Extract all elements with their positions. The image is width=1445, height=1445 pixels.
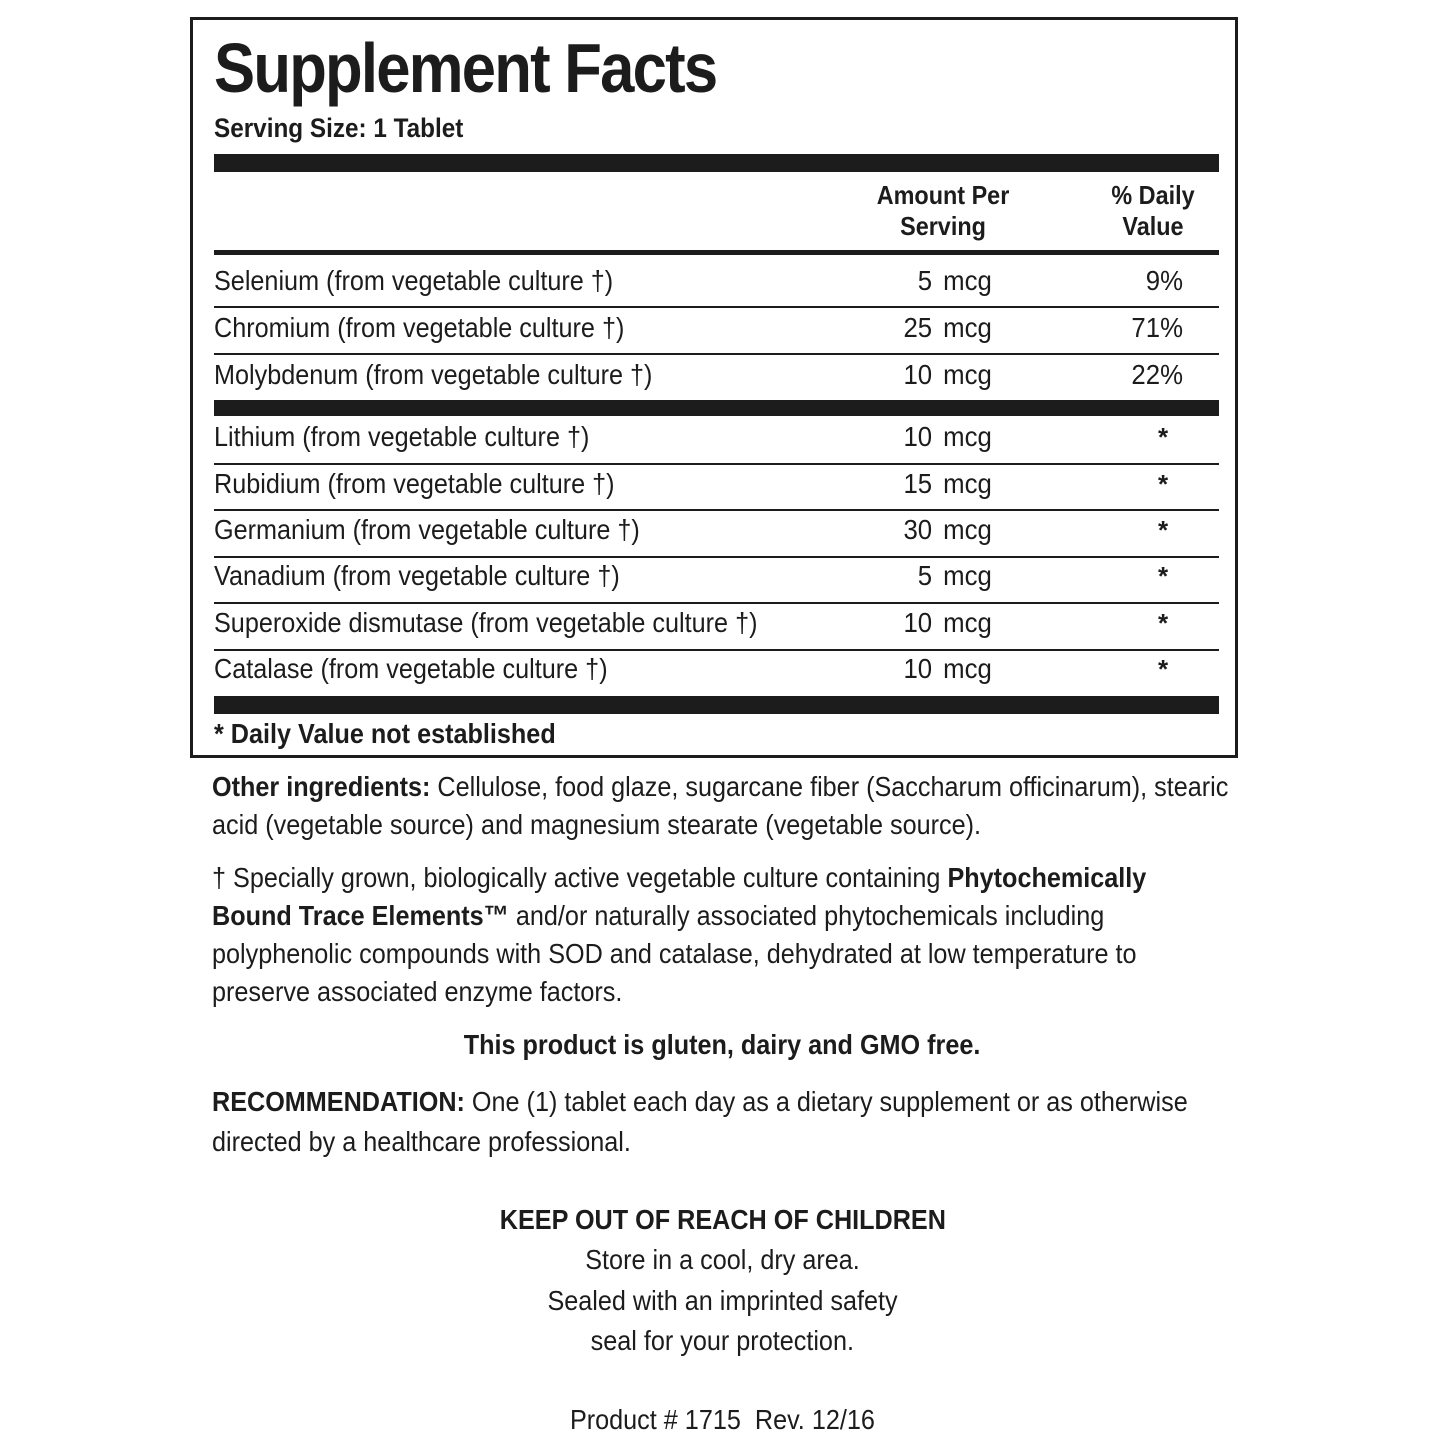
panel-title: Supplement Facts (214, 29, 717, 107)
nutrient-amount: 25 mcg (903, 312, 992, 343)
storage-line: Store in a cool, dry area. (585, 1244, 860, 1275)
nutrient-amount: 10 mcg (903, 607, 992, 638)
supplement-facts-panel (190, 17, 1238, 758)
row-divider (214, 556, 1219, 558)
dagger-note (212, 859, 1229, 1011)
nutrient-amount: 5 mcg (917, 560, 992, 591)
thick-divider (214, 400, 1219, 416)
nutrient-daily-value: * (1157, 654, 1169, 684)
nutrient-name: Catalase (from vegetable culture †) (214, 653, 608, 684)
nutrient-amount: 10 mcg (903, 653, 992, 684)
nutrient-name: Rubidium (from vegetable culture †) (214, 468, 615, 499)
col-header-dv-line1: % Daily (1111, 180, 1195, 210)
daily-value-footnote: * Daily Value not established (214, 718, 556, 749)
col-header-dv (1099, 180, 1207, 242)
row-divider (214, 509, 1219, 511)
nutrient-daily-value: * (1157, 422, 1169, 452)
storage-line: Sealed with an imprinted safety (547, 1285, 898, 1316)
col-header-amount-line1: Amount Per (876, 180, 1010, 210)
nutrient-amount: 30 mcg (903, 514, 992, 545)
dagger-note-trademark: Phytochemically Bound Trace Elements™ (212, 862, 1147, 931)
nutrient-name: Vanadium (from vegetable culture †) (214, 560, 620, 591)
dagger-note-intro: † Specially grown, biologically active vegetable culture containing (212, 862, 941, 893)
nutrient-daily-value: * (1157, 515, 1169, 545)
storage-line: seal for your protection. (590, 1325, 855, 1356)
dagger-note-rest: and/or naturally associated phytochemicals including polyphenolic compounds with SOD and catalase, dehydrated at low temperature to preserve associated enzyme factors. (212, 900, 1137, 1007)
col-header-amount (862, 180, 1024, 242)
header-divider (214, 250, 1219, 255)
allergen-statement: This product is gluten, dairy and GMO free. (464, 1029, 981, 1060)
row-divider (214, 649, 1219, 651)
nutrient-daily-value: 9% (1145, 265, 1183, 296)
nutrient-name: Molybdenum (from vegetable culture †) (214, 359, 653, 390)
nutrient-amount: 5 mcg (917, 265, 992, 296)
recommendation (212, 1082, 1229, 1162)
other-ingredients (212, 768, 1229, 844)
nutrient-daily-value: * (1157, 561, 1169, 591)
row-divider (214, 306, 1219, 308)
nutrient-name: Lithium (from vegetable culture †) (214, 421, 590, 452)
thick-divider (214, 696, 1219, 714)
nutrient-amount: 10 mcg (903, 421, 992, 452)
other-ingredients-text: Cellulose, food glaze, sugarcane fiber (Saccharum officinarum), stearic acid (vegetable source) and magnesium stearate (vegetable source). (212, 771, 1229, 840)
nutrient-daily-value: 71% (1131, 312, 1183, 343)
nutrient-daily-value: 22% (1131, 359, 1183, 390)
child-warning: KEEP OUT OF REACH OF CHILDREN (499, 1204, 946, 1235)
product-number: Product # 1715 Rev. 12/16 (570, 1404, 875, 1435)
nutrient-name: Germanium (from vegetable culture †) (214, 514, 640, 545)
recommendation-text: One (1) tablet each day as a dietary supplement or as otherwise directed by a healthcare professional. (212, 1086, 1188, 1157)
row-divider (214, 463, 1219, 465)
row-divider (214, 353, 1219, 355)
row-divider (214, 602, 1219, 604)
serving-size: Serving Size: 1 Tablet (214, 113, 464, 143)
nutrient-daily-value: * (1157, 469, 1169, 499)
thick-divider (214, 154, 1219, 172)
nutrient-name: Chromium (from vegetable culture †) (214, 312, 625, 343)
nutrient-amount: 15 mcg (903, 468, 992, 499)
other-ingredients-label: Other ingredients: (212, 771, 431, 802)
col-header-amount-line2: Serving (900, 211, 986, 241)
nutrient-name: Selenium (from vegetable culture †) (214, 265, 614, 296)
nutrient-daily-value: * (1157, 608, 1169, 638)
nutrient-name: Superoxide dismutase (from vegetable culture †) (214, 607, 758, 638)
nutrient-amount: 10 mcg (903, 359, 992, 390)
recommendation-label: RECOMMENDATION: (212, 1086, 465, 1117)
col-header-dv-line2: Value (1122, 211, 1184, 241)
